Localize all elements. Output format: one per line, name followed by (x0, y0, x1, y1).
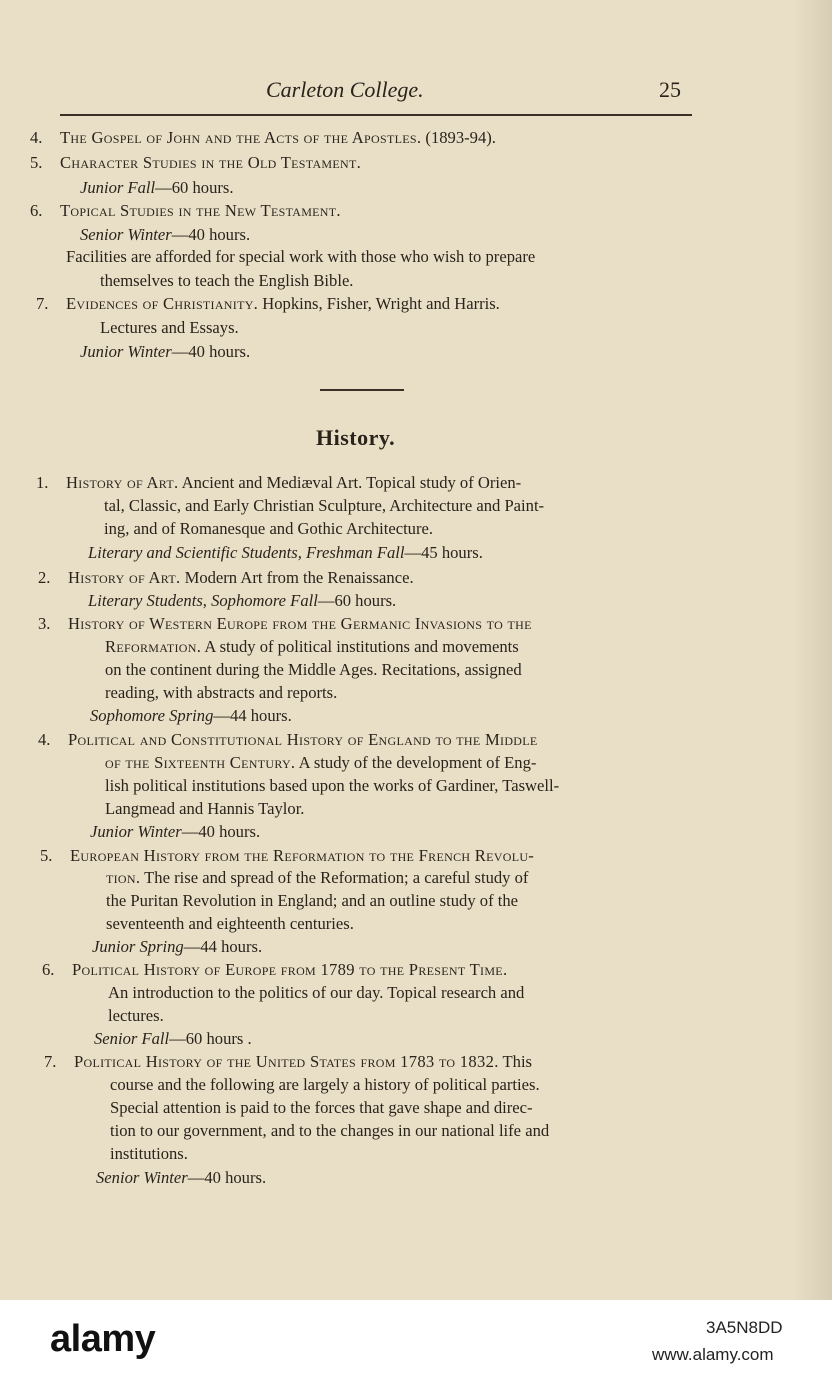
text-line: Junior Winter—40 hours. (80, 342, 251, 361)
text-line: Facilities are afforded for special work with those who wish to prepare (66, 247, 536, 266)
text-line: 7. Evidences of Christianity. Hopkins, Fisher, Wright and Harris. (36, 294, 500, 313)
text-line: tion to our government, and to the changes in our national life and (110, 1121, 550, 1140)
text-line: tion. The rise and spread of the Reformation; a careful study of (106, 868, 529, 887)
text-line: 4. The Gospel of John and the Acts of the Apostles. (1893-94). (30, 128, 496, 147)
text-line: the Puritan Revolution in England; and an outline study of the (106, 891, 519, 910)
text-line: Senior Winter—40 hours. (80, 225, 251, 244)
text-line: Junior Fall—60 hours. (80, 178, 234, 197)
text-line: 2. History of Art. Modern Art from the Renaissance. (38, 568, 414, 587)
text-line: 5. Character Studies in the Old Testament. (30, 153, 362, 172)
text-line: tal, Classic, and Early Christian Sculpture, Architecture and Paint- (104, 496, 545, 515)
text-line: lish political institutions based upon the works of Gardiner, Taswell- (105, 776, 560, 795)
text-line: lectures. (108, 1006, 164, 1025)
text-line: Sophomore Spring—44 hours. (90, 706, 292, 725)
text-line: themselves to teach the English Bible. (100, 271, 354, 290)
text-line: on the continent during the Middle Ages. Recitations, assigned (105, 660, 522, 679)
text-line: reading, with abstracts and reports. (105, 683, 338, 702)
text-line: 7. Political History of the United States from 1783 to 1832. This (44, 1052, 533, 1071)
text-line: Reformation. A study of political institutions and movements (105, 637, 519, 656)
text-line: An introduction to the politics of our day. Topical research and (108, 983, 525, 1002)
header-rule (60, 114, 692, 116)
text-line: 1. History of Art. Ancient and Mediæval Art. Topical study of Orien- (36, 473, 522, 492)
text-line: 5. European History from the Reformation to the French Revolu- (40, 846, 535, 865)
section-divider (320, 389, 404, 391)
text-line: 6. Topical Studies in the New Testament. (30, 201, 341, 220)
site-url: www.alamy.com (652, 1345, 774, 1364)
text-line: institutions. (110, 1144, 188, 1163)
running-title: Carleton College. (266, 77, 424, 102)
image-id: 3A5N8DD (706, 1318, 783, 1337)
text-line: 6. Political History of Europe from 1789 to the Present Time. (42, 960, 508, 979)
text-line: Senior Winter—40 hours. (96, 1168, 267, 1187)
text-line: Lectures and Essays. (100, 318, 239, 337)
page-number: 25 (659, 77, 681, 102)
text-line: course and the following are largely a history of political parties. (110, 1075, 540, 1094)
text-line: 4. Political and Constitutional History of England to the Middle (38, 730, 538, 749)
section-heading: History. (316, 425, 396, 450)
text-line: 3. History of Western Europe from the Germanic Invasions to the (38, 614, 532, 633)
text-line: Literary Students, Sophomore Fall—60 hours. (88, 591, 397, 610)
text-line: Senior Fall—60 hours . (94, 1029, 252, 1048)
text-line: Junior Winter—40 hours. (90, 822, 261, 841)
text-line: Literary and Scientific Students, Freshman Fall—45 hours. (88, 543, 483, 562)
text-line: Langmead and Hannis Taylor. (105, 799, 305, 818)
text-line: of the Sixteenth Century. A study of the development of Eng- (105, 753, 537, 772)
text-line: seventeenth and eighteenth centuries. (106, 914, 354, 933)
text-line: Special attention is paid to the forces that gave shape and direc- (110, 1098, 533, 1117)
text-line: Junior Spring—44 hours. (92, 937, 263, 956)
alamy-logo: alamy (50, 1318, 156, 1360)
text-line: ing, and of Romanesque and Gothic Architecture. (104, 519, 434, 538)
